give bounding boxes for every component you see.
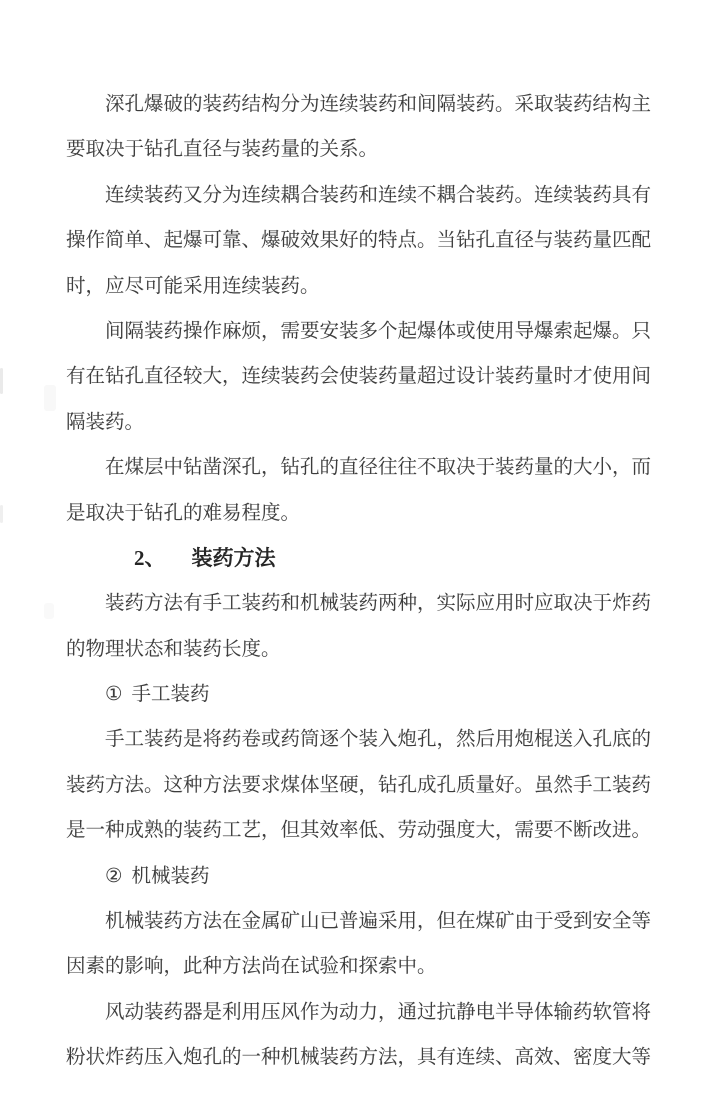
text-line: 在煤层中钻凿深孔，钻孔的直径往往不取决于装药量的大小，而 [105, 457, 652, 479]
list-subheading [66, 854, 658, 899]
text-line: 粉状炸药压入炮孔的一种机械装药方法，具有连续、高效、密度大等 [66, 1047, 652, 1069]
text-line: 连续装药又分为连续耦合装药和连续不耦合装药。连续装药具有 [105, 184, 652, 206]
section-heading [66, 536, 658, 581]
section-number: 2、 [134, 545, 166, 570]
list-label: 机械装药 [131, 865, 210, 887]
text-line: 的物理状态和装药长度。 [66, 638, 281, 660]
text-line: 装药方法有手工装药和机械装药两种，实际应用时应取决于炸药 [105, 593, 652, 615]
text-block [66, 82, 658, 1081]
text-line: 间隔装药操作麻烦，需要安装多个起爆体或使用导爆索起爆。只 [105, 320, 652, 342]
section-title: 装药方法 [191, 545, 276, 570]
text-line: 手工装药是将药卷或药筒逐个装入炮孔，然后用炮棍送入孔底的 [105, 729, 652, 751]
text-line: 操作简单、起爆可靠、爆破效果好的特点。当钻孔直径与装药量匹配 [66, 230, 652, 252]
scan-artifact [44, 603, 54, 619]
scan-artifact [0, 505, 3, 523]
text-line: 深孔爆破的装药结构分为连续装药和间隔装药。采取装药结构主 [105, 94, 652, 115]
text-line: 是取决于钻孔的难易程度。 [66, 502, 301, 524]
text-line: 装药方法。这种方法要求煤体坚硬，钻孔成孔质量好。虽然手工装药 [66, 774, 652, 796]
text-line: 机械装药方法在金属矿山已普遍采用，但在煤矿由于受到安全等 [105, 911, 652, 933]
text-line: 有在钻孔直径较大，连续装药会使装药量超过设计装药量时才使用间 [66, 366, 652, 388]
text-line: 因素的影响，此种方法尚在试验和探索中。 [66, 956, 437, 978]
text-line: 隔装药。 [66, 411, 145, 433]
list-marker: ① [105, 684, 123, 706]
text-line: 要取决于钻孔直径与装药量的关系。 [66, 139, 379, 161]
list-subheading [66, 672, 658, 717]
list-marker: ② [105, 865, 123, 887]
list-label: 手工装药 [131, 684, 210, 706]
text-line: 时，应尽可能采用连续装药。 [66, 275, 320, 297]
scan-artifact [0, 368, 3, 394]
text-line: 是一种成熟的装药工艺，但其效率低、劳动强度大，需要不断改进。 [66, 820, 652, 842]
scan-artifact [44, 385, 56, 411]
text-line: 风动装药器是利用压风作为动力，通过抗静电半导体输药软管将 [105, 1001, 652, 1023]
